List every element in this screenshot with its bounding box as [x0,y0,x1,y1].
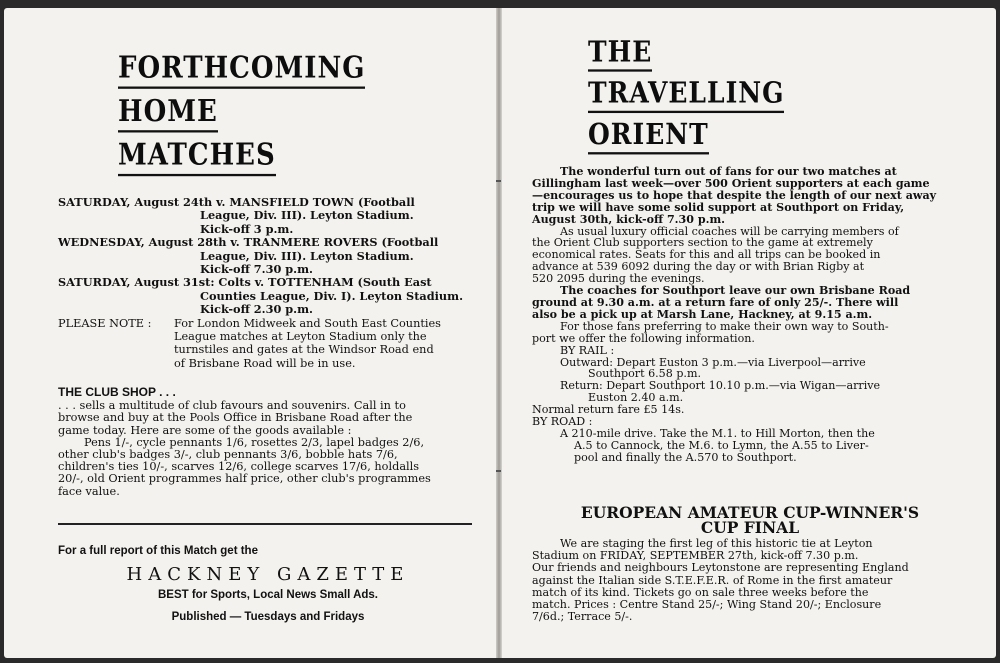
intro-paragraph [532,166,968,226]
heading-line [588,77,784,113]
road-line: A.5 to Cannock, the M.6. to Lymn, the A.55 to Liver- [574,438,869,452]
own-way-paragraph [532,321,968,345]
by-road-label: BY ROAD : [532,415,593,429]
shop-line: other club's badges 3/-, club pennants 3/6, bobble hats 7/6, [58,448,398,462]
heading-line [118,96,218,133]
intro-line: trip we will have some solid support at Southport on Friday, [532,200,905,214]
intro-line: Gillingham last week—over 500 Orient supporters at each game [532,176,930,190]
coach-line: advance at 539 6092 during the day or with Brian Rigby at [532,260,865,274]
shop-line: browse and buy at the Pools Office in Brisbane Road after the [58,411,413,425]
euro-title-line: CUP FINAL [700,517,800,537]
southport-paragraph [532,285,968,321]
heading-line [118,52,365,89]
outward-line: Outward: Depart Euston 3 p.m.—via Liverpool—arrive [560,355,866,369]
fixture-item [58,276,463,316]
heading-underline [118,130,218,132]
heading-text: ORIENT [588,117,709,151]
club-shop-section [58,386,488,498]
coach-line: the Orient Club supporters section to the game at extremely [532,236,873,250]
hackney-gazette-ad [58,544,478,624]
fixture-line: League, Div. III). Leyton Stadium. [200,208,414,223]
southport-line: The coaches for Southport leave our own Brisbane Road [560,284,911,298]
fixtures-list [58,196,463,370]
fare-line: Normal return fare £5 14s. [532,403,685,417]
fixture-line: WEDNESDAY, August 28th v. TRANMERE ROVERS (Football [58,235,439,250]
shop-line: Pens 1/-, cycle pennants 1/6, rosettes 2/3, lapel badges 2/6, [84,435,425,449]
euro-line: against the Italian side S.T.E.F.E.R. of Rome in the first amateur [532,573,893,587]
intro-line: —encourages us to hope that despite the length of our next away [532,188,937,202]
shop-line: children's ties 10/-, scarves 12/6, college scarves 17/6, holdalls [58,460,420,474]
euro-line: Our friends and neighbours Leytonstone are representing England [532,561,909,575]
shop-line: . . . sells a multitude of club favours and souvenirs. Call in to [58,399,406,413]
own-way-line: For those fans preferring to make their own way to South- [560,319,889,333]
please-note-text [174,317,441,371]
ad-line: Published — Tuesdays and Fridays [171,611,365,623]
heading-underline [588,69,652,71]
fixture-item [58,236,463,276]
heading-line [588,36,652,72]
note-line: For London Midweek and South East Counties [174,316,441,330]
intro-line: August 30th, kick-off 7.30 p.m. [532,212,726,226]
forthcoming-home-matches-heading [118,52,365,176]
note-line: League matches at Leyton Stadium only the [174,330,427,344]
coach-paragraph [532,226,968,286]
outward-line: Southport 6.58 p.m. [588,367,701,381]
staple-mark [496,470,501,472]
please-note [58,317,463,371]
please-note-label: PLEASE NOTE : [58,316,152,330]
european-cup-heading [532,503,968,537]
gazette-title: HACKNEY GAZETTE [126,564,410,585]
fixture-item [58,196,463,236]
intro-line: The wonderful turn out of fans for our two matches at [560,165,897,178]
shop-line: face value. [58,484,120,498]
heading-line [588,119,709,155]
shop-line: 20/-, old Orient programmes half price, other club's programmes [58,472,431,486]
fixture-line: SATURDAY, August 24th v. MANSFIELD TOWN (Football [58,195,415,209]
heading-text: TRAVELLING [588,76,785,110]
club-shop-title: THE CLUB SHOP . . . [58,385,176,399]
road-line: pool and finally the A.570 to Southport. [574,450,797,464]
fixture-line: Counties League, Div. I). Leyton Stadium. [200,288,464,303]
divider [58,523,472,525]
fixture-line: Kick-off 7.30 p.m. [200,262,313,277]
road-line: A 210-mile drive. Take the M.1. to Hill Morton, then the [560,426,875,440]
euro-line: Stadium on FRIDAY, SEPTEMBER 27th, kick-off 7.30 p.m. [532,549,859,563]
coach-line: 520 2095 during the evenings. [532,272,705,286]
fixture-line: SATURDAY, August 31st: Colts v. TOTTENHAM (South East [58,275,432,290]
fixture-line: League, Div. III). Leyton Stadium. [200,248,414,263]
ad-line: BEST for Sports, Local News Small Ads. [157,589,379,601]
coach-line: economical rates. Seats for this and all trips can be booked in [532,248,881,262]
heading-text: MATCHES [118,138,276,173]
heading-underline [118,174,276,176]
ad-line: For a full report of this Match get the [58,545,258,557]
coach-line: As usual luxury official coaches will be carrying members of [560,224,899,238]
euro-line: match of its kind. Tickets go on sale three weeks before the [532,585,869,599]
fixture-line: Kick-off 3 p.m. [200,221,294,236]
by-rail-label: BY RAIL : [560,343,615,357]
southport-line: also be a pick up at Marsh Lane, Hackney, at 9.15 a.m. [532,307,873,321]
left-page [4,8,496,658]
heading-line [118,139,276,176]
southport-line: ground at 9.30 a.m. at a return fare of only 25/-. There will [532,295,899,309]
return-line: Euston 2.40 a.m. [588,391,684,405]
right-page [502,8,996,658]
own-way-line: port we offer the following information. [532,331,755,345]
heading-text: THE [588,34,653,69]
heading-underline [588,152,709,154]
heading-text: FORTHCOMING [118,50,366,86]
heading-underline [588,111,784,113]
european-cup-paragraph [532,538,968,623]
euro-line: We are staging the first leg of this historic tie at Leyton [560,537,873,550]
note-line: of Brisbane Road will be in use. [174,356,356,370]
euro-title-line: EUROPEAN AMATEUR CUP-WINNER'S [580,503,920,522]
fixture-line: Kick-off 2.30 p.m. [200,302,313,317]
euro-line: match. Prices : Centre Stand 25/-; Wing Stand 20/-; Enclosure [532,598,882,612]
heading-underline [118,87,365,89]
euro-line: 7/6d.; Terrace 5/-. [532,610,633,624]
return-line: Return: Depart Southport 10.10 p.m.—via Wigan—arrive [560,379,881,393]
heading-text: HOME [118,94,218,130]
staple-mark [496,180,501,182]
shop-line: game today. Here are some of the goods available : [58,423,352,437]
travelling-orient-heading [588,36,784,154]
travel-article [532,166,968,464]
note-line: turnstiles and gates at the Windsor Road end [174,343,434,357]
